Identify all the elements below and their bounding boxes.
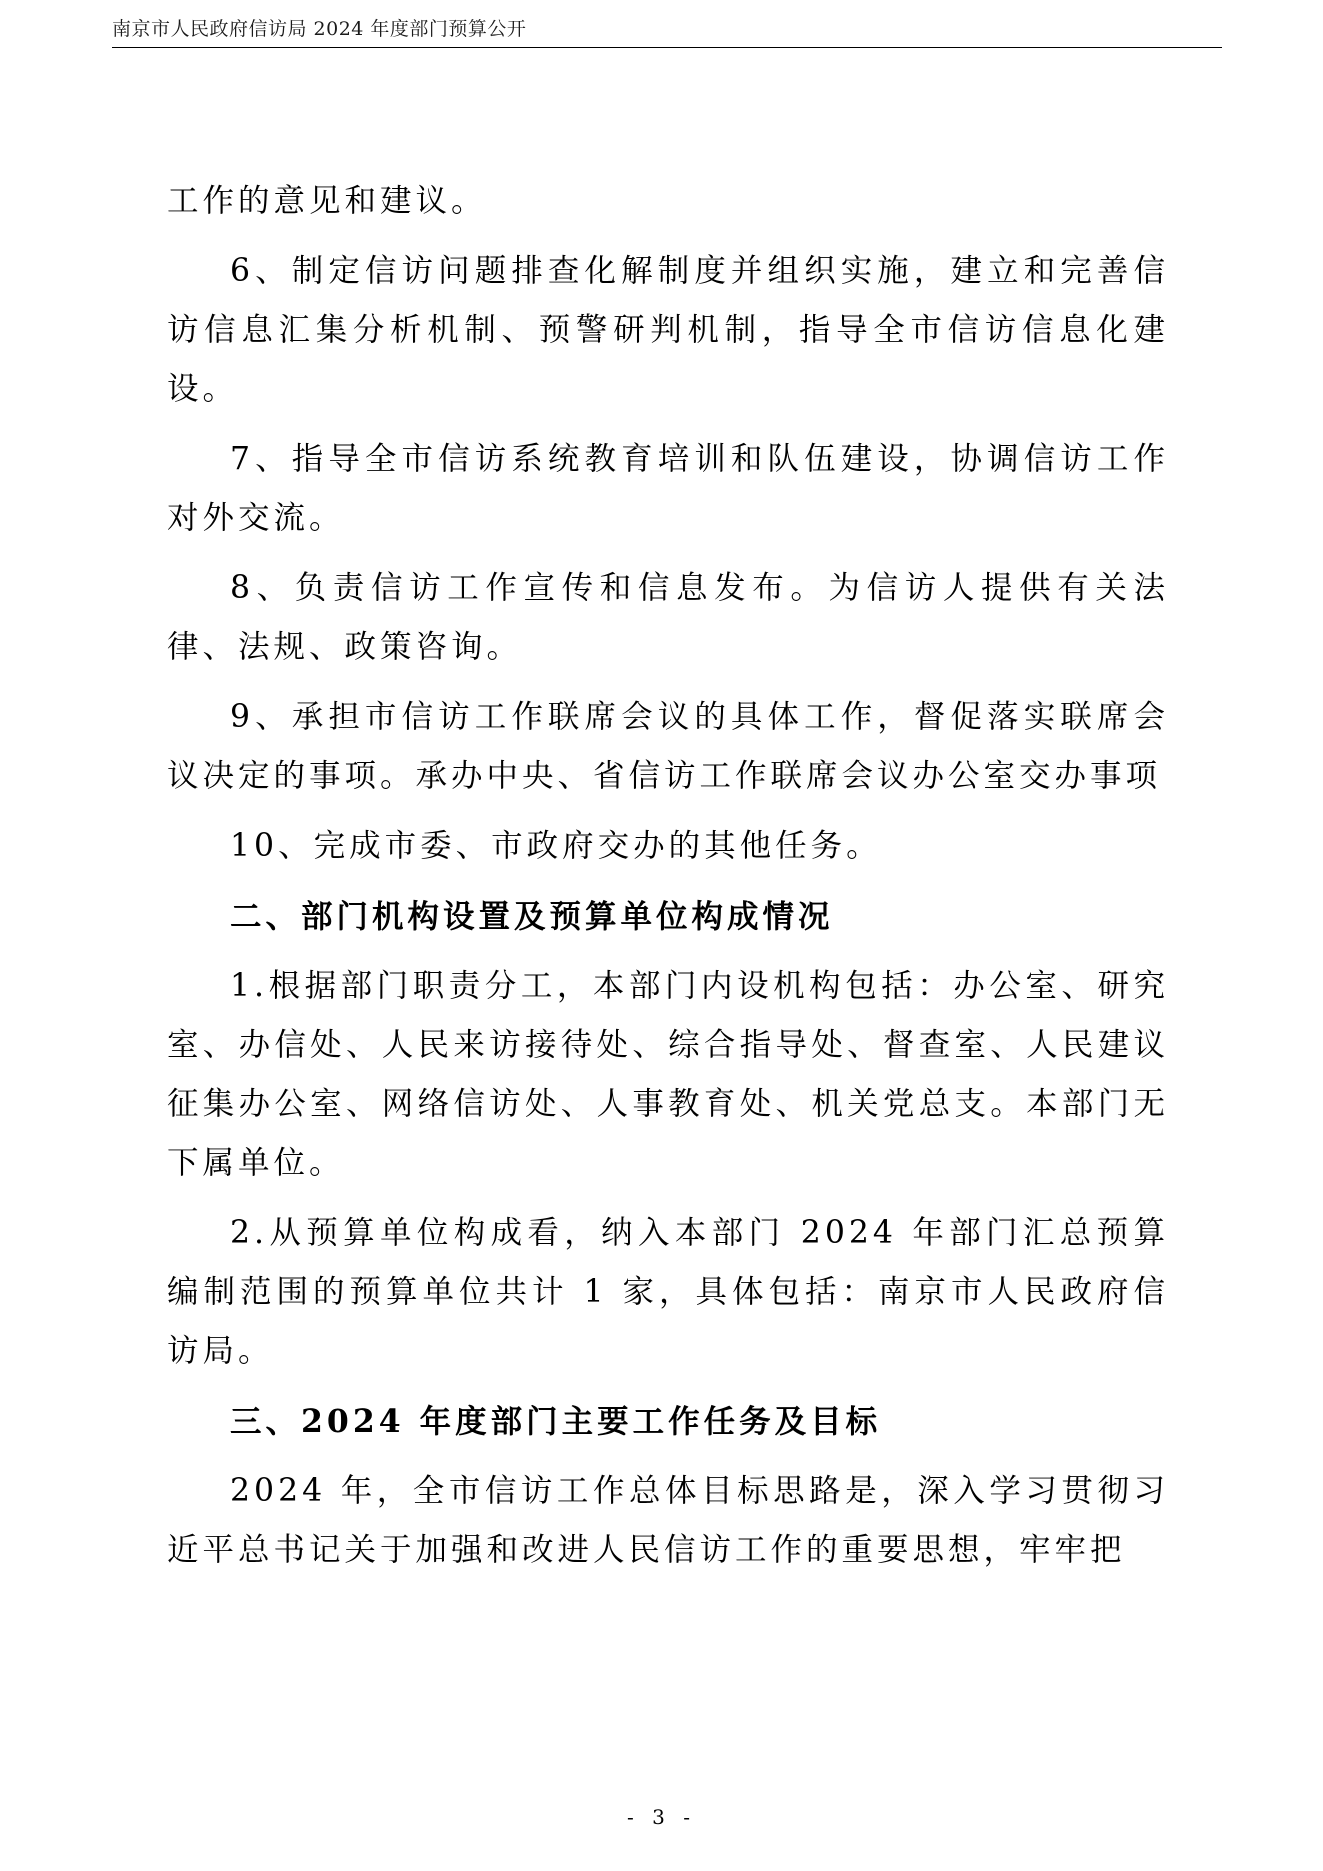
paragraph-structure-2: 2.从预算单位构成看，纳入本部门 2024 年部门汇总预算编制范围的预算单位共计 1 家，具体包括：南京市人民政府信访局。: [167, 1215, 1169, 1369]
paragraph-structure-1: 1.根据部门职责分工，本部门内设机构包括：办公室、研究室、办信处、人民来访接待处、综合指导处、督查室、人民建议征集办公室、网络信访处、人事教育处、机关党总支。本部门无下属单位。: [167, 968, 1169, 1181]
paragraph-item-9: 9、承担市信访工作联席会议的具体工作，督促落实联席会议决定的事项。承办中央、省信访工作联席会议办公室交办事项: [167, 699, 1169, 794]
section-heading-2: 二、部门机构设置及预算单位构成情况: [230, 898, 834, 935]
paragraph-item-8: 8、负责信访工作宣传和信息发布。为信访人提供有关法律、法规、政策咨询。: [167, 570, 1169, 665]
paragraph-continuation: 工作的意见和建议。: [167, 183, 487, 219]
paragraph-item-10: 10、完成市委、市政府交办的其他任务。: [230, 828, 882, 864]
page-number: - 3 -: [627, 1805, 696, 1829]
paragraph-item-6: 6、制定信访问题排查化解制度并组织实施，建立和完善信访信息汇集分析机制、预警研判机制，指导全市信访信息化建设。: [167, 253, 1169, 407]
running-header: 南京市人民政府信访局 2024 年度部门预算公开: [112, 18, 527, 40]
header-rule: [112, 47, 1222, 48]
section-heading-3: 三、2024 年度部门主要工作任务及目标: [230, 1403, 882, 1440]
document-body: [167, 172, 1169, 1591]
paragraph-goals: 2024 年，全市信访工作总体目标思路是，深入学习贯彻习近平总书记关于加强和改进人民信访工作的重要思想，牢牢把: [167, 1473, 1169, 1568]
paragraph-item-7: 7、指导全市信访系统教育培训和队伍建设，协调信访工作对外交流。: [167, 441, 1169, 536]
